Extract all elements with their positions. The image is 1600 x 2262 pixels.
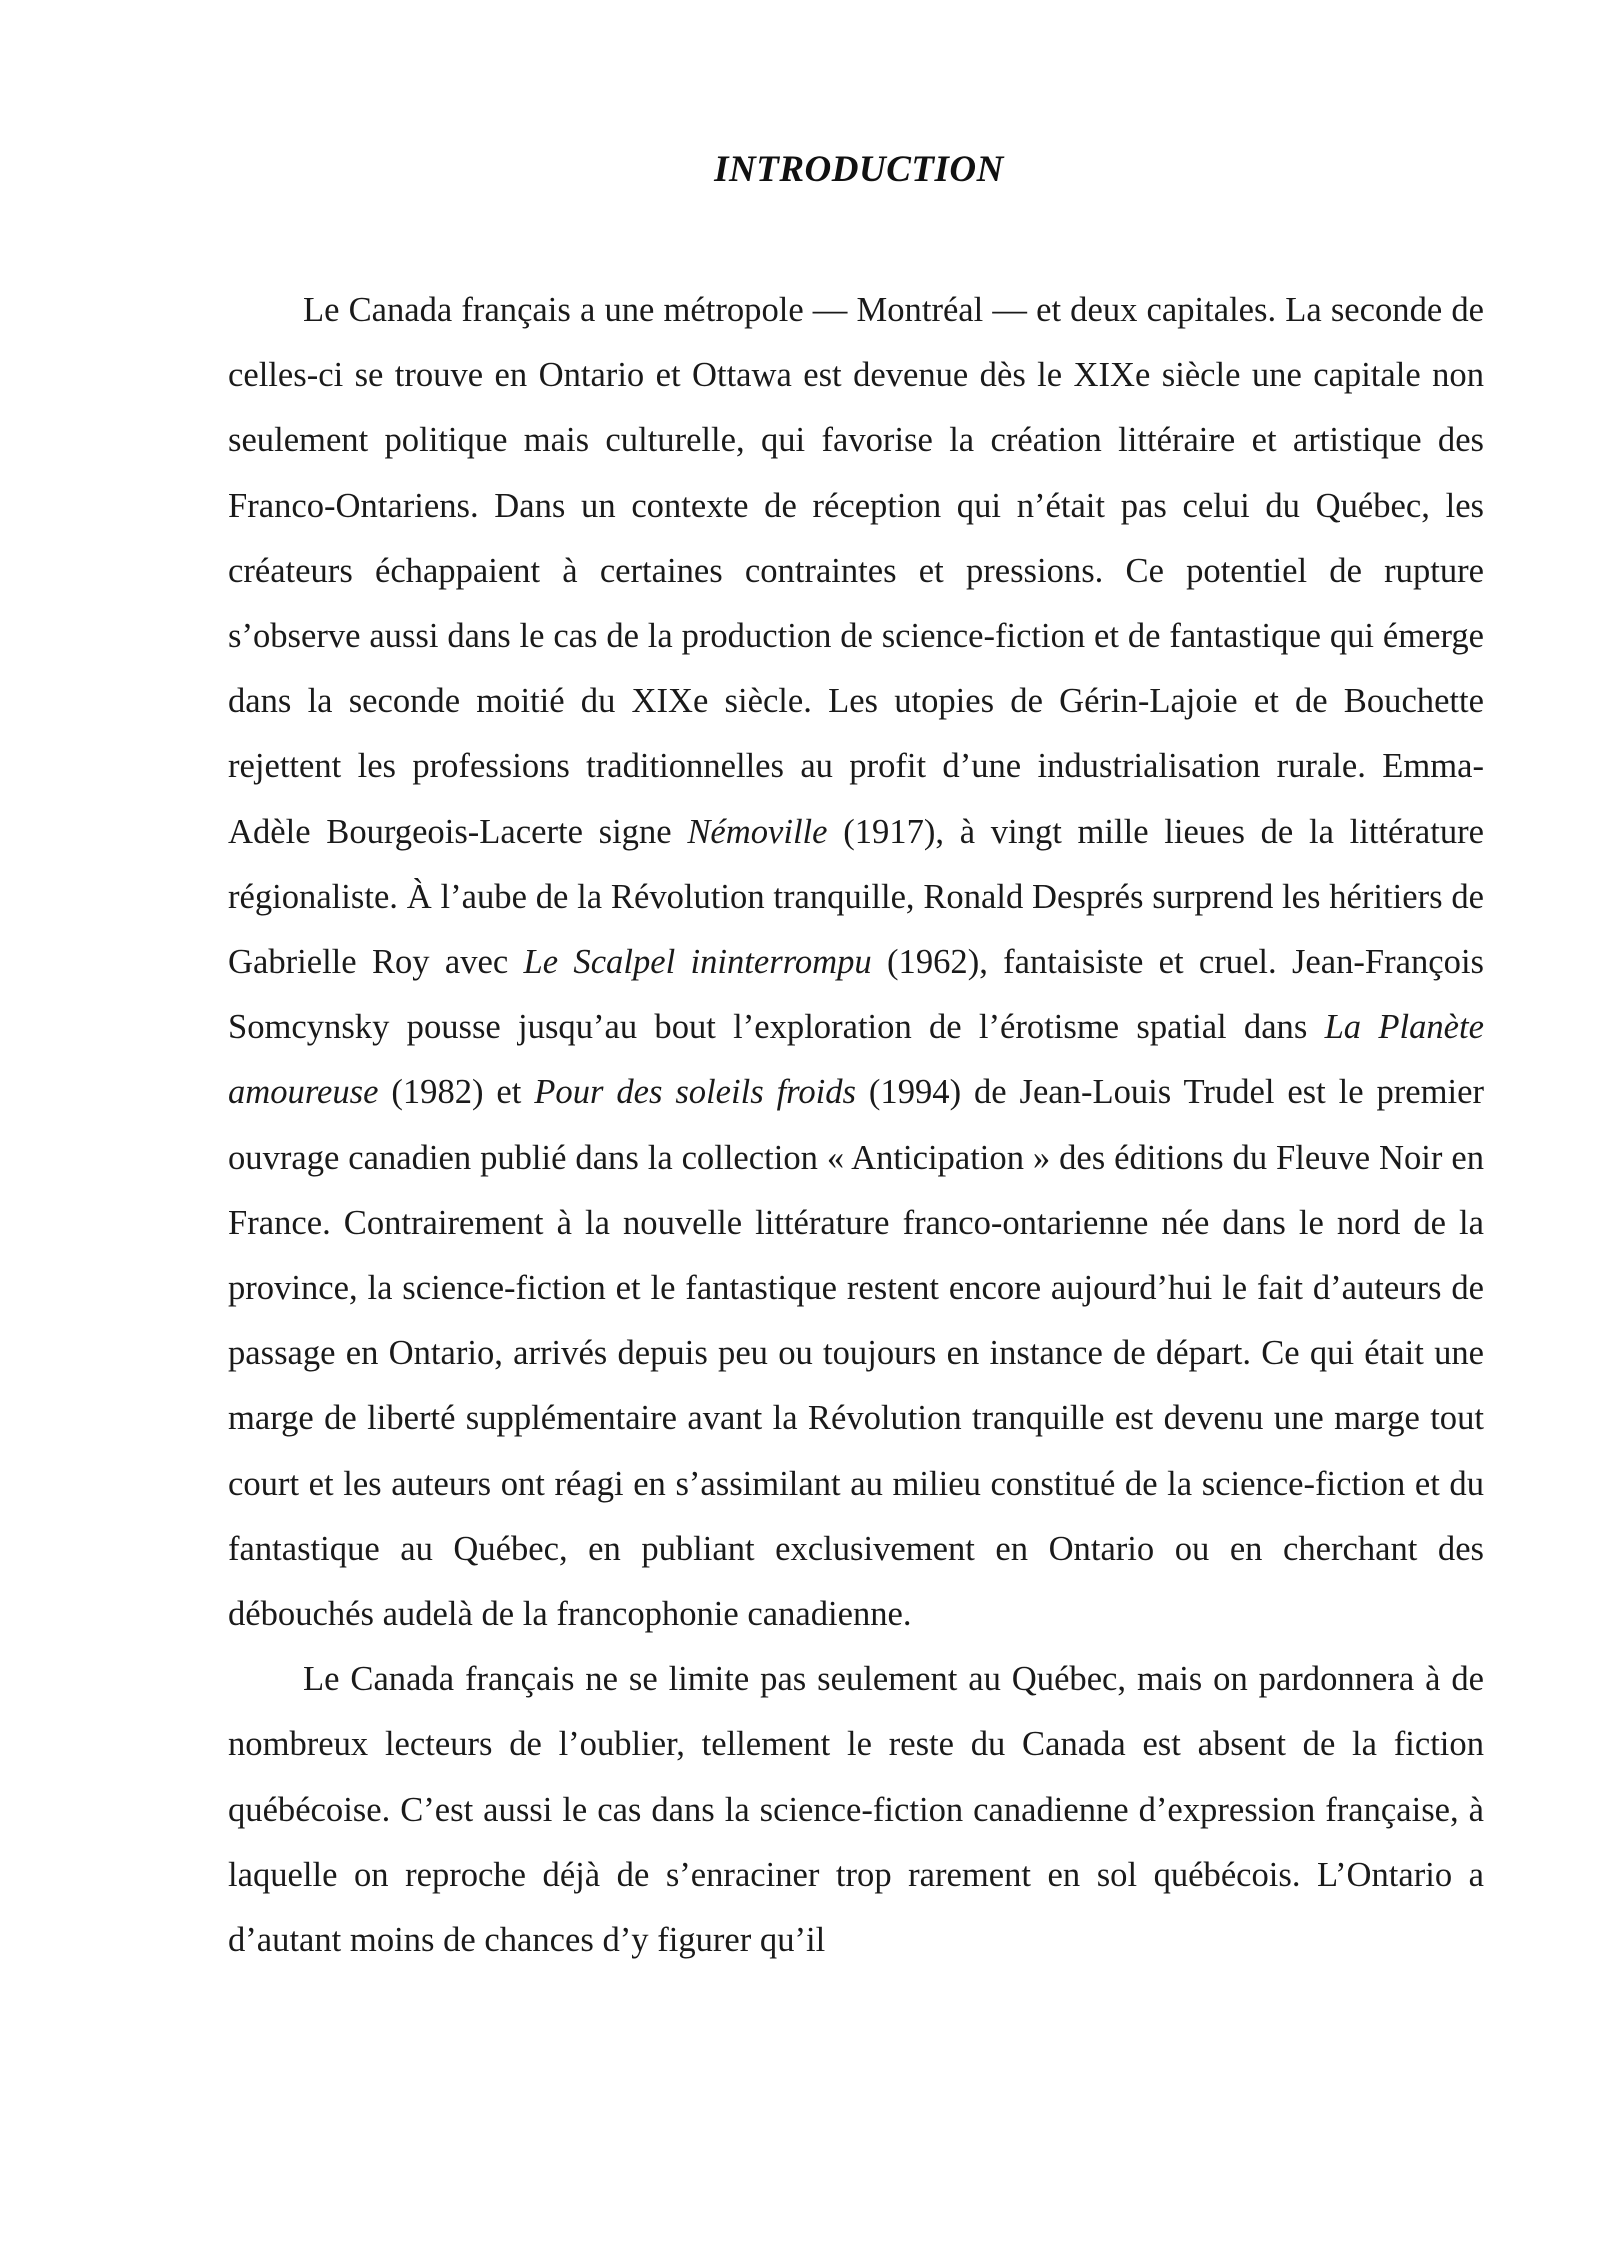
paragraph-1 — [228, 278, 1484, 1647]
text-run: (1982) et — [378, 1073, 535, 1112]
text-run: (1917), à vingt mille lieues de la littérature régionaliste. À l’aube de la Révolution tranquille, Ronald Després surprend les héritiers de Gabrielle Roy avec — [228, 812, 1485, 982]
text-run: (1962), fantaisiste et cruel. Jean-François Somcynsky pousse jusqu’au bout l’exploration de l’érotisme spatial dans — [228, 943, 1485, 1047]
book-title: Némoville — [687, 812, 828, 851]
book-title: Pour des soleils froids — [534, 1073, 856, 1112]
document-body — [228, 278, 1484, 1973]
text-run: Le Canada français ne se limite pas seulement au Québec, mais on pardonnera à de nombreux lecteurs de l’oublier, tellement le reste du Canada est absent de la fiction québécoise. C’est aussi le cas dans la science-fiction canadienne d’expression française, à laquelle on reproche déjà de s’enraciner trop rarement en sol québécois. L’Ontario a d’autant moins de chances d’y figurer qu’il — [228, 1660, 1484, 1960]
page-heading: INTRODUCTION — [714, 149, 1004, 190]
paragraph-2 — [228, 1647, 1484, 1973]
book-title: Le Scalpel ininterrompu — [523, 943, 872, 982]
book-title: La Planète amoureuse — [228, 1008, 1484, 1112]
text-run: (1994) de Jean-Louis Trudel est le premier ouvrage canadien publié dans la collection « Anticipation » des éditions du Fleuve Noir en France. Contrairement à la nouvelle littérature franco-ontarienne née dans le nord de la province, la science-fiction et le fantastique restent encore aujourd’hui le fait d’auteurs de passage en Ontario, arrivés depuis peu ou toujours en instance de départ. Ce qui était une marge de liberté supplémentaire avant la Révolution tranquille est devenu une marge tout court et les auteurs ont réagi en s’assimilant au milieu constitué de la science-fiction et du fantastique au Québec, en publiant exclusivement en Ontario ou en cherchant des débouchés audelà de la francophonie canadienne. — [228, 1073, 1484, 1634]
text-run: Le Canada français a une métropole — Montréal — et deux capitales. La seconde de celles-ci se trouve en Ontario et Ottawa est devenue dès le XIXe siècle une capitale non seulement politique mais culturelle, qui favorise la création littéraire et artistique des Franco-Ontariens. Dans un contexte de réception qui n’était pas celui du Québec, les créateurs échappaient à certaines contraintes et pressions. Ce potentiel de rupture s’observe aussi dans le cas de la production de science-fiction et de fantastique qui émerge dans la seconde moitié du XIXe siècle. Les utopies de Gérin-Lajoie et de Bouchette rejettent les professions traditionnelles au profit d’une industrialisation rurale. Emma-Adèle Bourgeois-Lacerte signe — [228, 291, 1484, 851]
